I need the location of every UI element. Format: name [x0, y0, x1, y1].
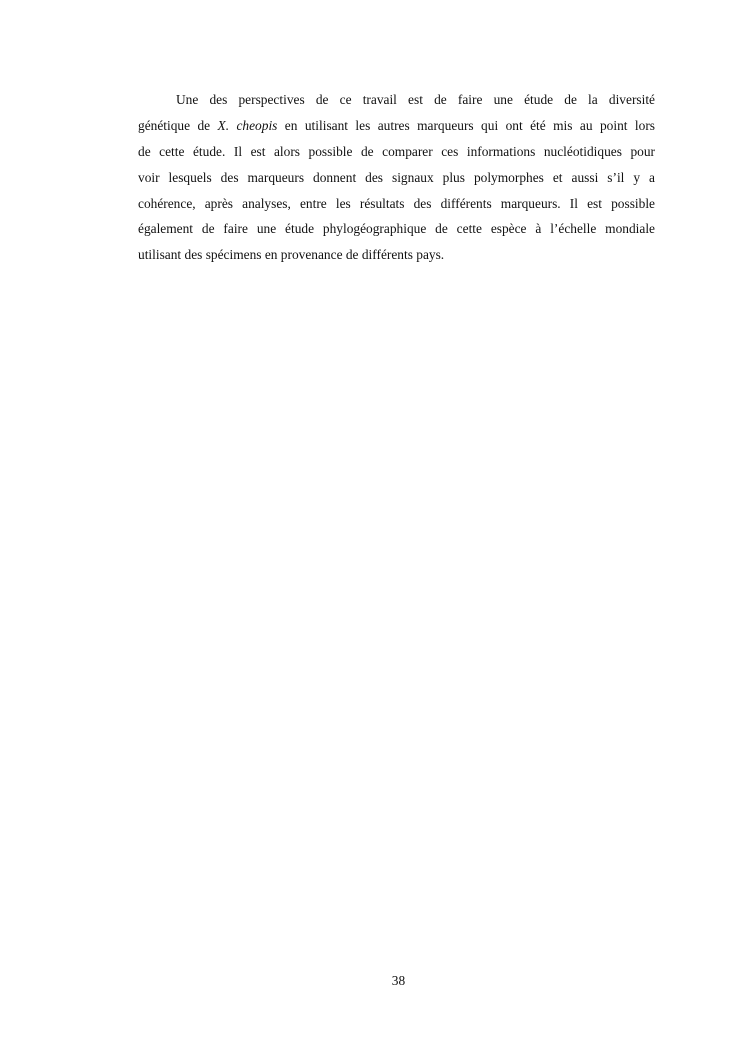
line-text: voir lesquels des marqueurs donnent des signaux plus polymorphes et aussi s’il y a — [138, 169, 655, 185]
line-text: génétique de — [138, 117, 218, 133]
line-text: cohérence, après analyses, entre les résultats des différents marqueurs. Il est possible — [138, 195, 655, 211]
line-text: de cette étude. Il est alors possible de comparer ces informations nucléotidiques pour — [138, 143, 655, 159]
page-number: 38 — [391, 973, 406, 988]
species-name: X. cheopis — [217, 117, 278, 133]
line-text: en utilisant les autres marqueurs qui ont été mis au point lors — [277, 117, 655, 133]
paragraph-line — [138, 191, 655, 217]
line-text: utilisant des spécimens en provenance de différents pays. — [138, 247, 445, 263]
paragraph-line — [138, 113, 655, 139]
body-paragraph — [138, 87, 655, 268]
paragraph-line — [138, 139, 655, 165]
paragraph-line — [138, 165, 655, 191]
paragraph-line — [138, 242, 655, 268]
paragraph-line — [138, 87, 655, 113]
line-text: Une des perspectives de ce travail est de faire une étude de la diversité — [176, 92, 655, 107]
line-text: également de faire une étude phylogéographique de cette espèce à l’échelle mondiale — [138, 221, 655, 237]
paragraph-line — [138, 216, 655, 242]
